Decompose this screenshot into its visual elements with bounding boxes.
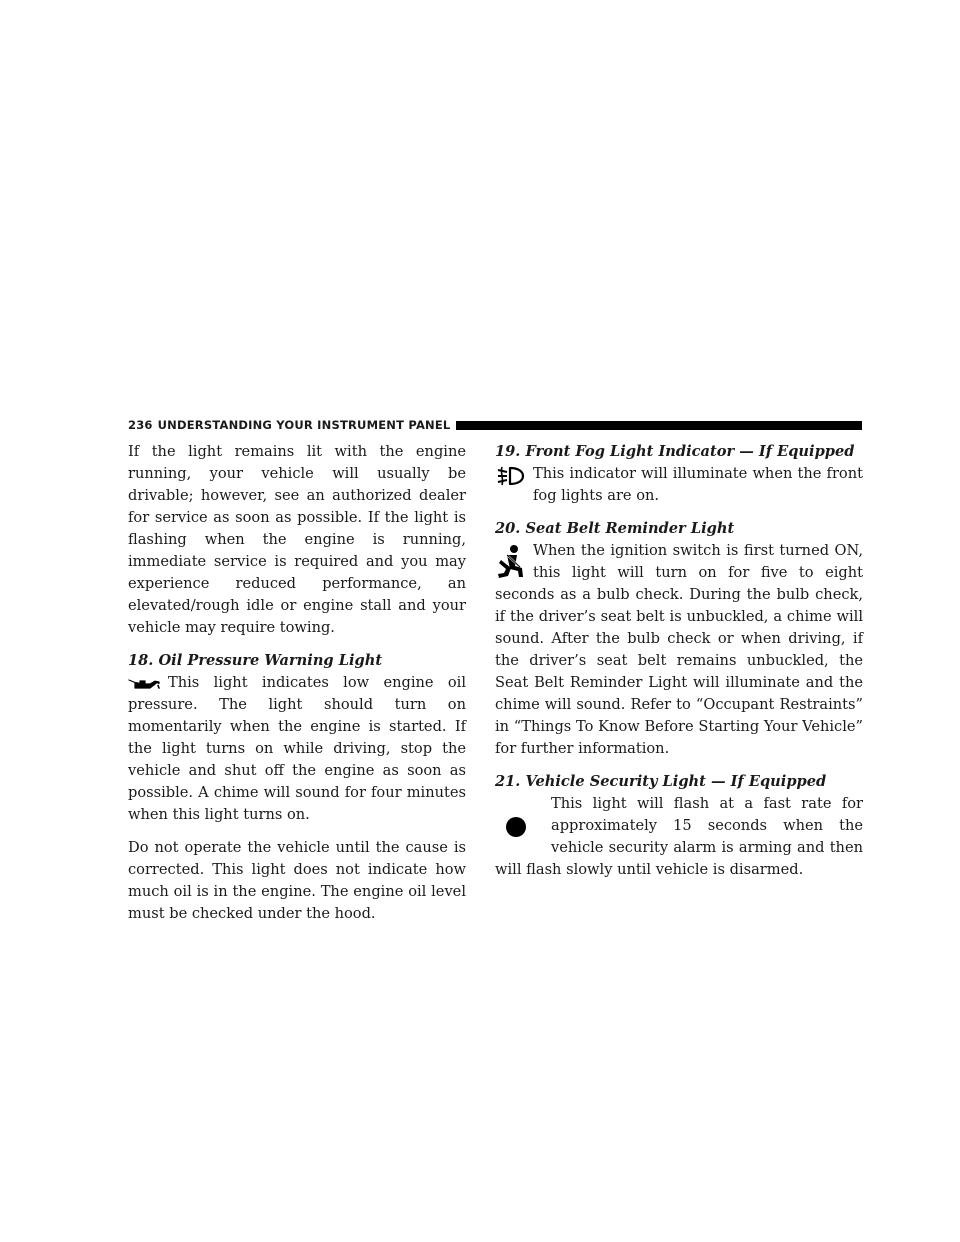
security-light-heading: 21. Vehicle Security Light — If Equipped: [495, 773, 827, 790]
fog-light-heading: 19. Front Fog Light Indicator — If Equipped: [495, 443, 855, 460]
security-dot-icon: [495, 793, 535, 853]
section-title: UNDERSTANDING YOUR INSTRUMENT PANEL: [157, 418, 451, 432]
seat-belt-text: When the ignition switch is first turned ON, this light will turn on for five to eight seconds as a bulb check. During the bulb check, if the driver’s seat belt is unbuckled, a chime will sound. After the bulb check or when driving, if the driver’s seat belt remains unbuckled, the Seat Belt Reminder Light will illuminate and the chime will sound. Refer to “Occupant Restraints” in “Things To Know Before Starting Your Vehicle” for further information.: [495, 542, 863, 757]
closing-paragraph: Do not operate the vehicle until the cause is corrected. This light does not indicate how much oil is in the engine. The engine oil level must be checked under the hood.: [128, 839, 466, 922]
seat-belt-icon: [495, 544, 525, 580]
oil-pressure-entry: [128, 650, 466, 826]
header-rule: [456, 421, 862, 430]
seat-belt-entry: [495, 518, 863, 760]
page-header: [128, 418, 862, 432]
oil-can-icon: [128, 677, 160, 691]
page-number: 236: [128, 418, 153, 432]
fog-light-text: This indicator will illuminate when the front fog lights are on.: [533, 465, 863, 504]
fog-light-entry: [495, 441, 863, 507]
security-light-text: This light will flash at a fast rate for approximately 15 seconds when the vehicle security alarm is arming and then will flash slowly until vehicle is disarmed.: [495, 795, 863, 878]
oil-pressure-text: This light indicates low engine oil pressure. The light should turn on momentarily when the engine is started. If the light turns on while driving, stop the vehicle and shut off the engine as soon as possible. A chime will sound for four minutes when this light turns on.: [128, 674, 466, 823]
front-fog-light-icon: [495, 466, 525, 486]
security-light-entry: [495, 771, 863, 881]
seat-belt-heading: 20. Seat Belt Reminder Light: [495, 520, 735, 537]
left-column: [128, 441, 466, 936]
right-column: [495, 441, 863, 892]
oil-pressure-heading: 18. Oil Pressure Warning Light: [128, 652, 383, 669]
intro-paragraph: If the light remains lit with the engine running, your vehicle will usually be drivable; however, see an authorized dealer for service as soon as possible. If the light is flashing when the engine is running, immediate service is required and you may experience reduced performance, an elevated/rough idle or engine stall and your vehicle may require towing.: [128, 443, 466, 636]
